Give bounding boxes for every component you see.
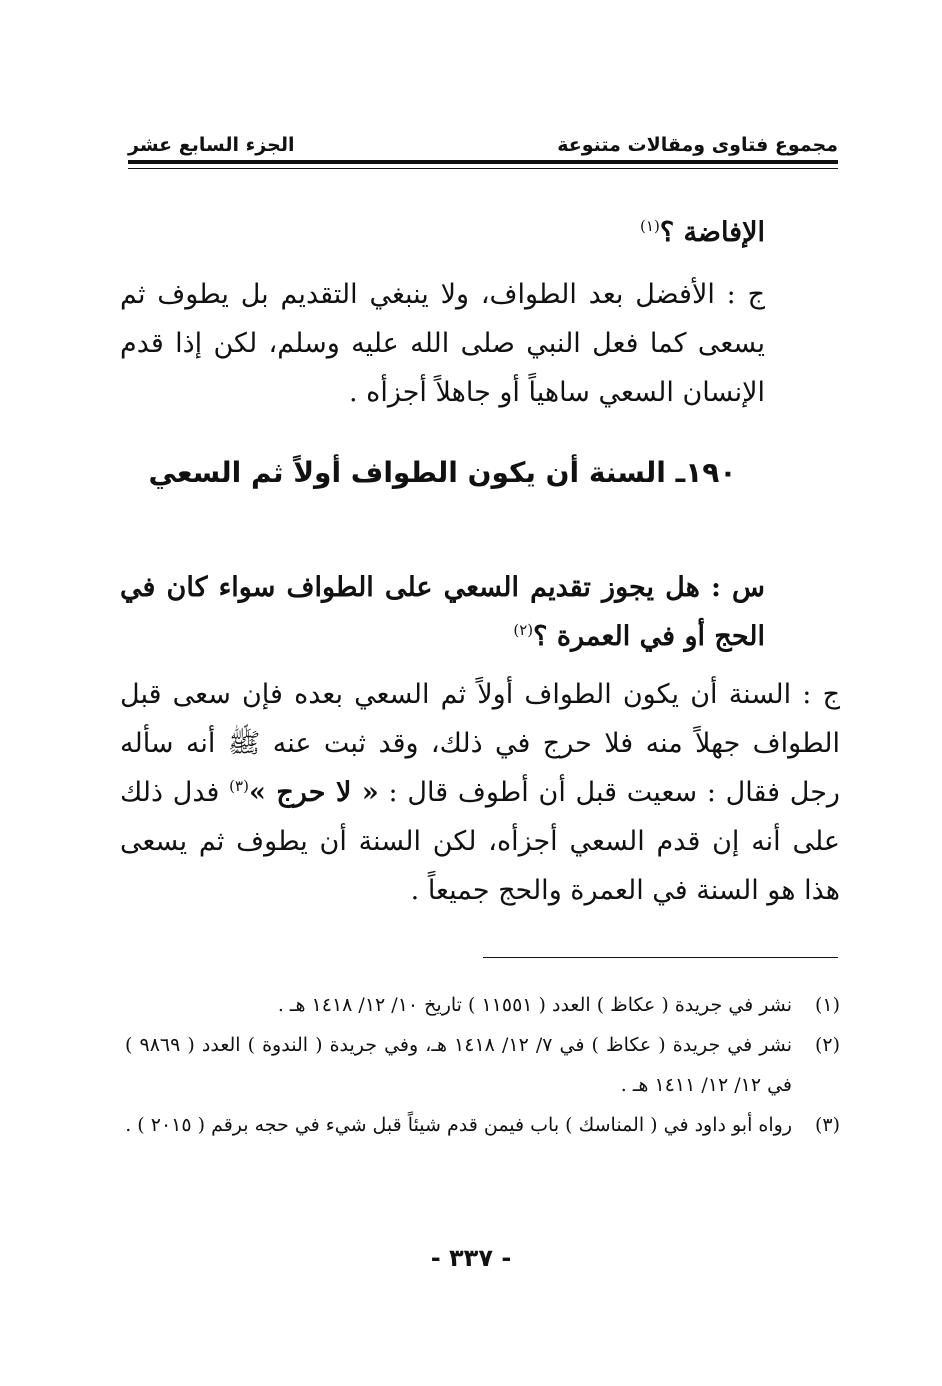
footnote-item — [125, 1105, 840, 1145]
answer-part-1: ج : السنة أن يكون الطواف أولاً ثم السعي بعده فإن سعى قبل الطواف جهلاً منه فلا حرج في ذلك، وقد ثبت عنه ﷺ أنه سأله رجل فقال : سعيت قبل أن أطوف قال : — [120, 679, 840, 808]
book-title: مجموع فتاوى ومقالات متنوعة — [557, 134, 838, 156]
page-number: - ٣٣٧ - — [430, 1244, 512, 1272]
footnote-ref-3: (٣) — [229, 777, 249, 795]
footnote-item — [125, 985, 840, 1025]
footnote-number: (٢) — [814, 1034, 840, 1056]
header-rule-thin — [128, 168, 838, 169]
question-text: س : هل يجوز تقديم السعي على الطواف سواء كان في الحج أو في العمرة ؟ — [120, 572, 765, 652]
volume-label: الجزء السابع عشر — [128, 134, 295, 156]
footnote-ref-1: (١) — [640, 217, 660, 235]
footnote-item — [125, 1025, 840, 1105]
previous-answer: ج : الأفضل بعد الطواف، ولا ينبغي التقديم بل يطوف ثم يسعى كما فعل النبي صلى الله عليه وسلم، لكن إذا قدم الإنسان السعي ساهياً أو جاهلاً أجزأه . — [120, 279, 765, 408]
answer-part-2: فدل ذلك على أنه إن قدم السعي أجزأه، لكن السنة أن يطوف ثم يسعى هذا هو السنة في العمرة والحج جميعاً . — [120, 777, 840, 906]
footnote-number: (١) — [814, 994, 840, 1016]
hadith-quote: « لا حرج » — [248, 777, 379, 808]
footnotes — [125, 985, 840, 1145]
footnote-text: رواه أبو داود في ( المناسك ) باب فيمن قدم شيئاً قبل شيء في حجه برقم ( ٢٠١٥ ) . — [125, 1114, 792, 1136]
footnote-rule — [483, 957, 838, 958]
question-tail: الإفاضة ؟ — [659, 217, 765, 248]
section-heading: ١٩٠ـ السنة أن يكون الطواف أولاً ثم السعي — [148, 456, 737, 489]
footnote-text: نشر في جريدة ( عكاظ ) في ٧/ ١٢/ ١٤١٨ هـ، وفي جريدة ( الندوة ) العدد ( ٩٨٦٩ ) في ١٢/ ١٢/ ١٤١١ هـ . — [125, 1034, 793, 1096]
footnote-number: (٣) — [814, 1114, 840, 1136]
previous-question-tail — [120, 208, 765, 257]
answer-paragraph — [120, 670, 840, 915]
question-paragraph — [120, 563, 765, 661]
running-header — [128, 124, 838, 156]
footnote-text: نشر في جريدة ( عكاظ ) العدد ( ١١٥٥١ ) تاريخ ١٠/ ١٢/ ١٤١٨ هـ . — [277, 994, 792, 1016]
footnote-ref-2: (٢) — [513, 621, 534, 639]
header-rule-thick — [128, 160, 838, 164]
